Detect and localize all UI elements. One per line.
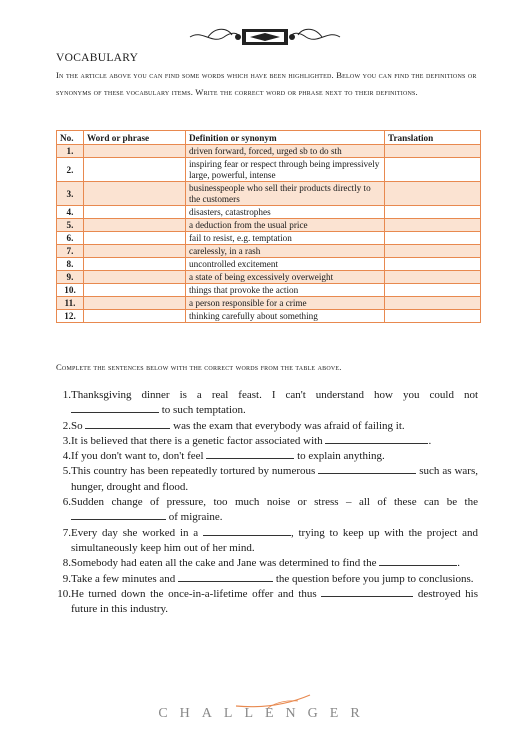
sentence-text: Every day she worked in a (71, 526, 203, 539)
definition-cell: carelessly, in a rash (186, 245, 385, 258)
translation-cell[interactable] (385, 297, 481, 310)
translation-cell[interactable] (385, 284, 481, 297)
word-cell[interactable] (84, 206, 186, 219)
definition-cell: thinking carefully about something (186, 310, 385, 323)
sentence-number: 1. (62, 389, 71, 401)
translation-cell[interactable] (385, 219, 481, 232)
table-row (57, 297, 481, 310)
sentence-text: It is believed that there is a genetic factor associated with (71, 434, 326, 447)
sentence-item (56, 449, 478, 464)
word-cell[interactable] (84, 219, 186, 232)
sentence-item (56, 526, 478, 557)
sentence-text: Thanksgiving dinner is a real feast. I can't understand how you could not (71, 389, 478, 401)
sentence-text: . (428, 434, 432, 447)
definition-cell: a person responsible for a crime (186, 297, 385, 310)
row-number: 4. (57, 206, 84, 219)
table-row (57, 158, 481, 182)
definition-cell: driven forward, forced, urged sb to do sth (186, 145, 385, 158)
sentence-item (56, 587, 478, 618)
row-number: 1. (57, 145, 84, 158)
sentence-text: He turned down the once-in-a-lifetime offer and thus (71, 587, 322, 600)
sentence-text: , trying to keep up with the project and simultaneously keep him out of her mind. (71, 526, 478, 554)
table-row (57, 206, 481, 219)
sentence-text: to such temptation. (159, 404, 246, 417)
sentence-item (56, 388, 478, 419)
translation-cell[interactable] (385, 271, 481, 284)
word-cell[interactable] (84, 232, 186, 245)
brand-logo: CHALLENGER (158, 706, 372, 721)
answer-blank[interactable] (85, 419, 170, 429)
sentence-number: 9. (62, 572, 71, 585)
sentence-item (56, 434, 478, 449)
translation-cell[interactable] (385, 232, 481, 245)
answer-blank[interactable] (325, 434, 428, 444)
answer-blank[interactable] (203, 526, 291, 536)
translation-cell[interactable] (385, 245, 481, 258)
definition-cell: things that provoke the action (186, 284, 385, 297)
word-cell[interactable] (84, 310, 186, 323)
word-cell[interactable] (84, 245, 186, 258)
answer-blank[interactable] (318, 464, 416, 474)
word-cell[interactable] (84, 258, 186, 271)
answer-blank[interactable] (321, 587, 413, 597)
header-no: No. (57, 131, 84, 145)
table-row (57, 182, 481, 206)
sentence-number: 2. (62, 419, 71, 432)
ornament-divider (188, 20, 342, 54)
sentence-text: Take a few minutes and (71, 572, 179, 585)
table-row (57, 245, 481, 258)
header-translation: Translation (385, 131, 481, 145)
sentence-item (56, 572, 478, 587)
translation-cell[interactable] (385, 145, 481, 158)
sentence-text: So (71, 419, 86, 432)
table-row (57, 258, 481, 271)
definition-cell: a state of being excessively overweight (186, 271, 385, 284)
vocabulary-table (56, 130, 481, 323)
translation-cell[interactable] (385, 258, 481, 271)
answer-blank[interactable] (379, 556, 457, 566)
header-word-or-phrase: Word or phrase (84, 131, 186, 145)
header-definition: Definition or synonym (186, 131, 385, 145)
table-row (57, 310, 481, 323)
sentence-item (56, 556, 478, 571)
sentence-text: was the exam that everybody was afraid of failing it. (170, 419, 405, 432)
word-cell[interactable] (84, 145, 186, 158)
translation-cell[interactable] (385, 206, 481, 219)
sentence-item (56, 495, 478, 526)
word-cell[interactable] (84, 284, 186, 297)
word-cell[interactable] (84, 297, 186, 310)
word-cell[interactable] (84, 182, 186, 206)
sentence-list (56, 388, 478, 617)
sentence-text: of migraine. (166, 511, 223, 524)
sentence-number: 10. (57, 587, 71, 600)
sentence-number: 7. (62, 526, 71, 539)
translation-cell[interactable] (385, 310, 481, 323)
answer-blank[interactable] (71, 510, 166, 520)
table-header-row (57, 131, 481, 145)
table-row (57, 232, 481, 245)
sentence-item (56, 464, 478, 495)
sentence-text: This country has been repeatedly tortured by numerous (71, 465, 319, 478)
word-cell[interactable] (84, 271, 186, 284)
intro-instructions: In the article above you can find some words which have been highlighted. Below you can find the definitions or synonyms of these vocabulary items. Write the correct word or phrase next to their definitions. (56, 70, 477, 97)
definition-cell: fail to resist, e.g. temptation (186, 232, 385, 245)
sentence-text: the question before you jump to conclusions. (273, 572, 474, 585)
row-number: 12. (57, 310, 84, 323)
sentence-number: 3. (62, 434, 71, 447)
definition-cell: businesspeople who sell their products directly to the customers (186, 182, 385, 206)
complete-instructions: Complete the sentences below with the correct words from the table above. (56, 362, 342, 372)
table-row (57, 219, 481, 232)
sentence-text: Somebody had eaten all the cake and Jane was determined to find the (71, 557, 380, 570)
definition-cell: uncontrolled excitement (186, 258, 385, 271)
word-cell[interactable] (84, 158, 186, 182)
answer-blank[interactable] (71, 403, 159, 413)
sentence-number: 6. (62, 496, 71, 509)
row-number: 5. (57, 219, 84, 232)
definition-cell: inspiring fear or respect through being impressively large, powerful, intense (186, 158, 385, 182)
translation-cell[interactable] (385, 182, 481, 206)
sentence-text: . (457, 557, 460, 570)
table-row (57, 271, 481, 284)
sentence-item (56, 419, 478, 434)
row-number: 7. (57, 245, 84, 258)
answer-blank[interactable] (178, 572, 273, 582)
definition-cell: disasters, catastrophes (186, 206, 385, 219)
row-number: 6. (57, 232, 84, 245)
row-number: 10. (57, 284, 84, 297)
row-number: 9. (57, 271, 84, 284)
row-number: 11. (57, 297, 84, 310)
sentence-number: 5. (62, 465, 71, 478)
sentence-text: If you don't want to, don't feel (71, 450, 207, 463)
sentence-text: destroyed his future in this industry. (71, 587, 478, 616)
sentence-number: 8. (62, 557, 71, 570)
translation-cell[interactable] (385, 158, 481, 182)
sentence-number: 4. (62, 450, 71, 463)
row-number: 3. (57, 182, 84, 206)
row-number: 2. (57, 158, 84, 182)
sentence-text: such as wars, hunger, drought and flood. (71, 465, 478, 493)
table-row (57, 284, 481, 297)
sentence-text: Sudden change of pressure, too much noise or stress – all of these can be the (71, 496, 478, 509)
sentence-text: to explain anything. (294, 450, 385, 463)
table-row (57, 145, 481, 158)
definition-cell: a deduction from the usual price (186, 219, 385, 232)
row-number: 8. (57, 258, 84, 271)
answer-blank[interactable] (206, 449, 294, 459)
vocabulary-heading: VOCABULARY (56, 52, 139, 64)
